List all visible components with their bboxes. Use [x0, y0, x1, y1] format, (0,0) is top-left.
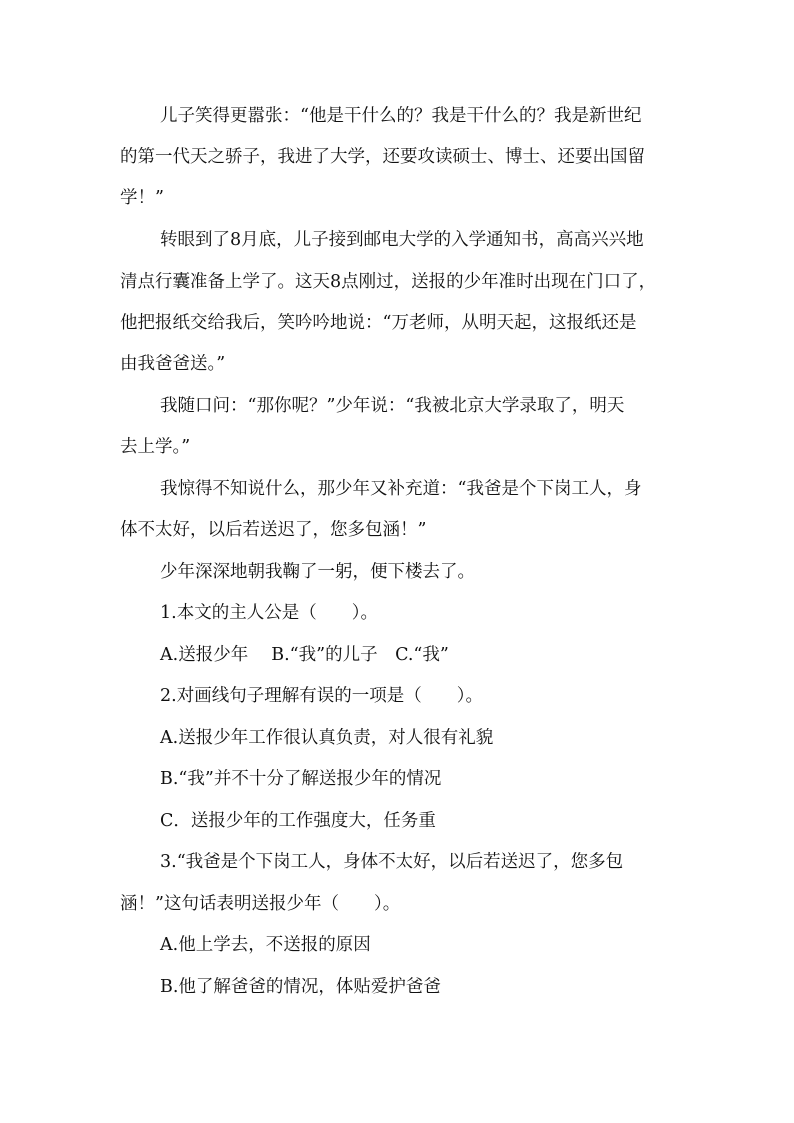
text-line: 清点行囊准备上学了。这天8点刚过，送报的少年准时出现在门口了， — [120, 272, 657, 292]
text-line: 2.对画线句子理解有误的一项是（ ）。 — [160, 686, 483, 706]
text-line: 3.“我爸是个下岗工人，身体不太好，以后若送迟了，您多包 — [160, 852, 624, 872]
text-line: B.他了解爸爸的情况，体贴爱护爸爸 — [160, 977, 441, 997]
text-line: B.“我”并不十分了解送报少年的情况 — [160, 769, 442, 789]
text-line: 儿子笑得更嚣张：“他是干什么的？我是干什么的？我是新世纪 — [160, 106, 642, 126]
text-line: 转眼到了8月底，儿子接到邮电大学的入学通知书，高高兴兴地 — [160, 230, 644, 250]
text-line: 少年深深地朝我鞠了一躬，便下楼去了。 — [160, 562, 475, 582]
text-line: 我随口问：“那你呢？”少年说：“我被北京大学录取了，明天 — [160, 396, 625, 416]
text-line: A.他上学去，不送报的原因 — [160, 935, 371, 955]
text-line: 由我爸爸送。” — [120, 354, 226, 374]
text-line: 体不太好，以后若送迟了，您多包涵！” — [120, 520, 427, 540]
text-line: 去上学。” — [120, 437, 191, 457]
text-line: 学！” — [120, 188, 164, 208]
text-line: C．送报少年的工作强度大，任务重 — [160, 811, 436, 831]
text-line: 1.本文的主人公是（ ）。 — [160, 603, 378, 623]
text-line: 涵！”这句话表明送报少年（ ）。 — [120, 894, 401, 914]
text-line: 的第一代天之骄子，我进了大学，还要攻读硕士、博士、还要出国留 — [120, 147, 645, 167]
text-line: A.送报少年 B.“我”的儿子 C.“我” — [160, 645, 449, 665]
text-line: 我惊得不知说什么，那少年又补充道：“我爸是个下岗工人，身 — [160, 479, 642, 499]
text-line: 他把报纸交给我后，笑吟吟地说：“万老师，从明天起，这报纸还是 — [120, 313, 637, 333]
text-line: A.送报少年工作很认真负责，对人很有礼貌 — [160, 728, 494, 748]
